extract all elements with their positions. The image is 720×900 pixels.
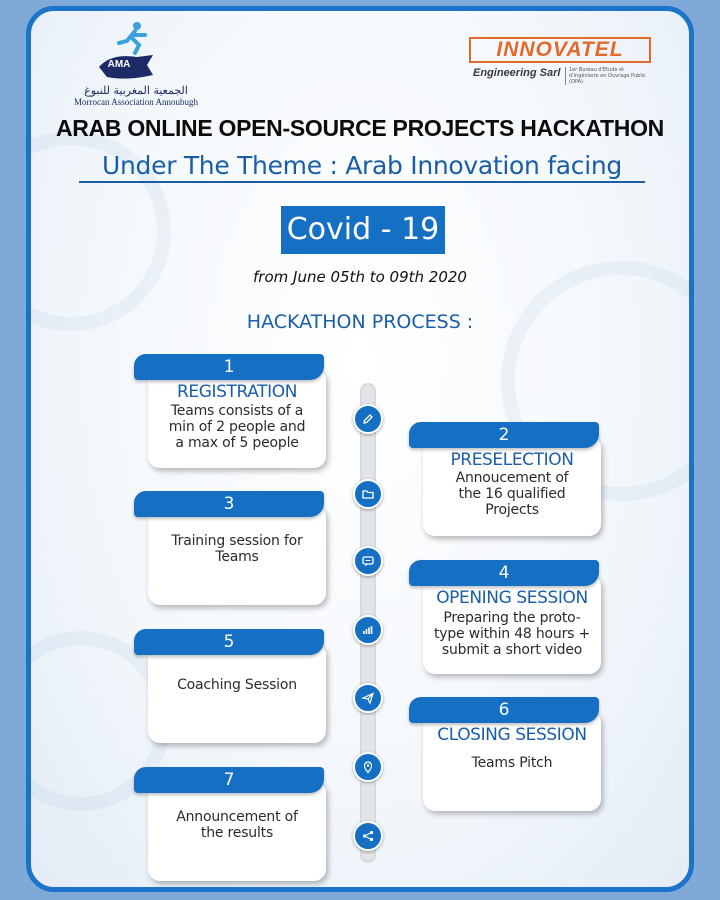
step-heading: CLOSING SESSION	[437, 725, 587, 745]
folder-icon	[353, 479, 383, 509]
theme-line: Under The Theme : Arab Innovation facing	[79, 151, 645, 183]
ama-logo	[71, 19, 201, 109]
step-number: 3	[134, 491, 324, 517]
step-number: 6	[409, 697, 599, 723]
innovatel-tagline: 1er Bureau d'Etude et d'Ingénierie en Ouvrage Public (OPA)	[565, 67, 655, 85]
event-dates: from June 05th to 09th 2020	[253, 268, 467, 286]
hackathon-poster	[26, 6, 694, 892]
pencil-icon	[353, 404, 383, 434]
poster-title: ARAB ONLINE OPEN-SOURCE PROJECTS HACKATHON	[55, 115, 664, 141]
ama-name-arabic: الجمعية المغربية للنبوغ	[84, 84, 188, 97]
step-heading: OPENING SESSION	[436, 588, 588, 608]
step-description: Teams consists of a min of 2 people and a max of 5 people	[168, 403, 306, 451]
innovatel-logo	[467, 37, 657, 93]
step-description: Teams Pitch	[471, 755, 553, 771]
chat-icon	[353, 546, 383, 576]
step-description: Coaching Session	[177, 677, 297, 693]
step-description: Announcement of the results	[176, 809, 298, 841]
step-heading: REGISTRATION	[176, 382, 298, 402]
step-number: 2	[409, 422, 599, 448]
step-description: Training session for Teams	[171, 533, 303, 565]
share-icon	[353, 821, 383, 851]
step-description: Preparing the proto- type within 48 hours + submit a short video	[433, 610, 591, 658]
step-number: 5	[134, 629, 324, 655]
step-number: 7	[134, 767, 324, 793]
step-description: Annoucement of the 16 qualified Projects	[455, 470, 569, 518]
process-title: HACKATHON PROCESS :	[246, 311, 474, 333]
location-pin-icon	[353, 752, 383, 782]
step-number: 1	[134, 354, 324, 380]
covid-banner: Covid - 19	[281, 206, 445, 254]
innovatel-name: INNOVATEL	[469, 37, 651, 63]
innovatel-subtitle: Engineering Sarl	[473, 67, 561, 79]
runner-icon	[115, 21, 151, 55]
step-heading: PRESELECTION	[450, 450, 574, 470]
ama-badge-text: AMA	[107, 59, 131, 70]
bar-chart-icon	[353, 615, 383, 645]
paper-plane-icon	[353, 683, 383, 713]
ama-name-english: Morrocan Association Annoubugh	[74, 97, 198, 107]
step-number: 4	[409, 560, 599, 586]
